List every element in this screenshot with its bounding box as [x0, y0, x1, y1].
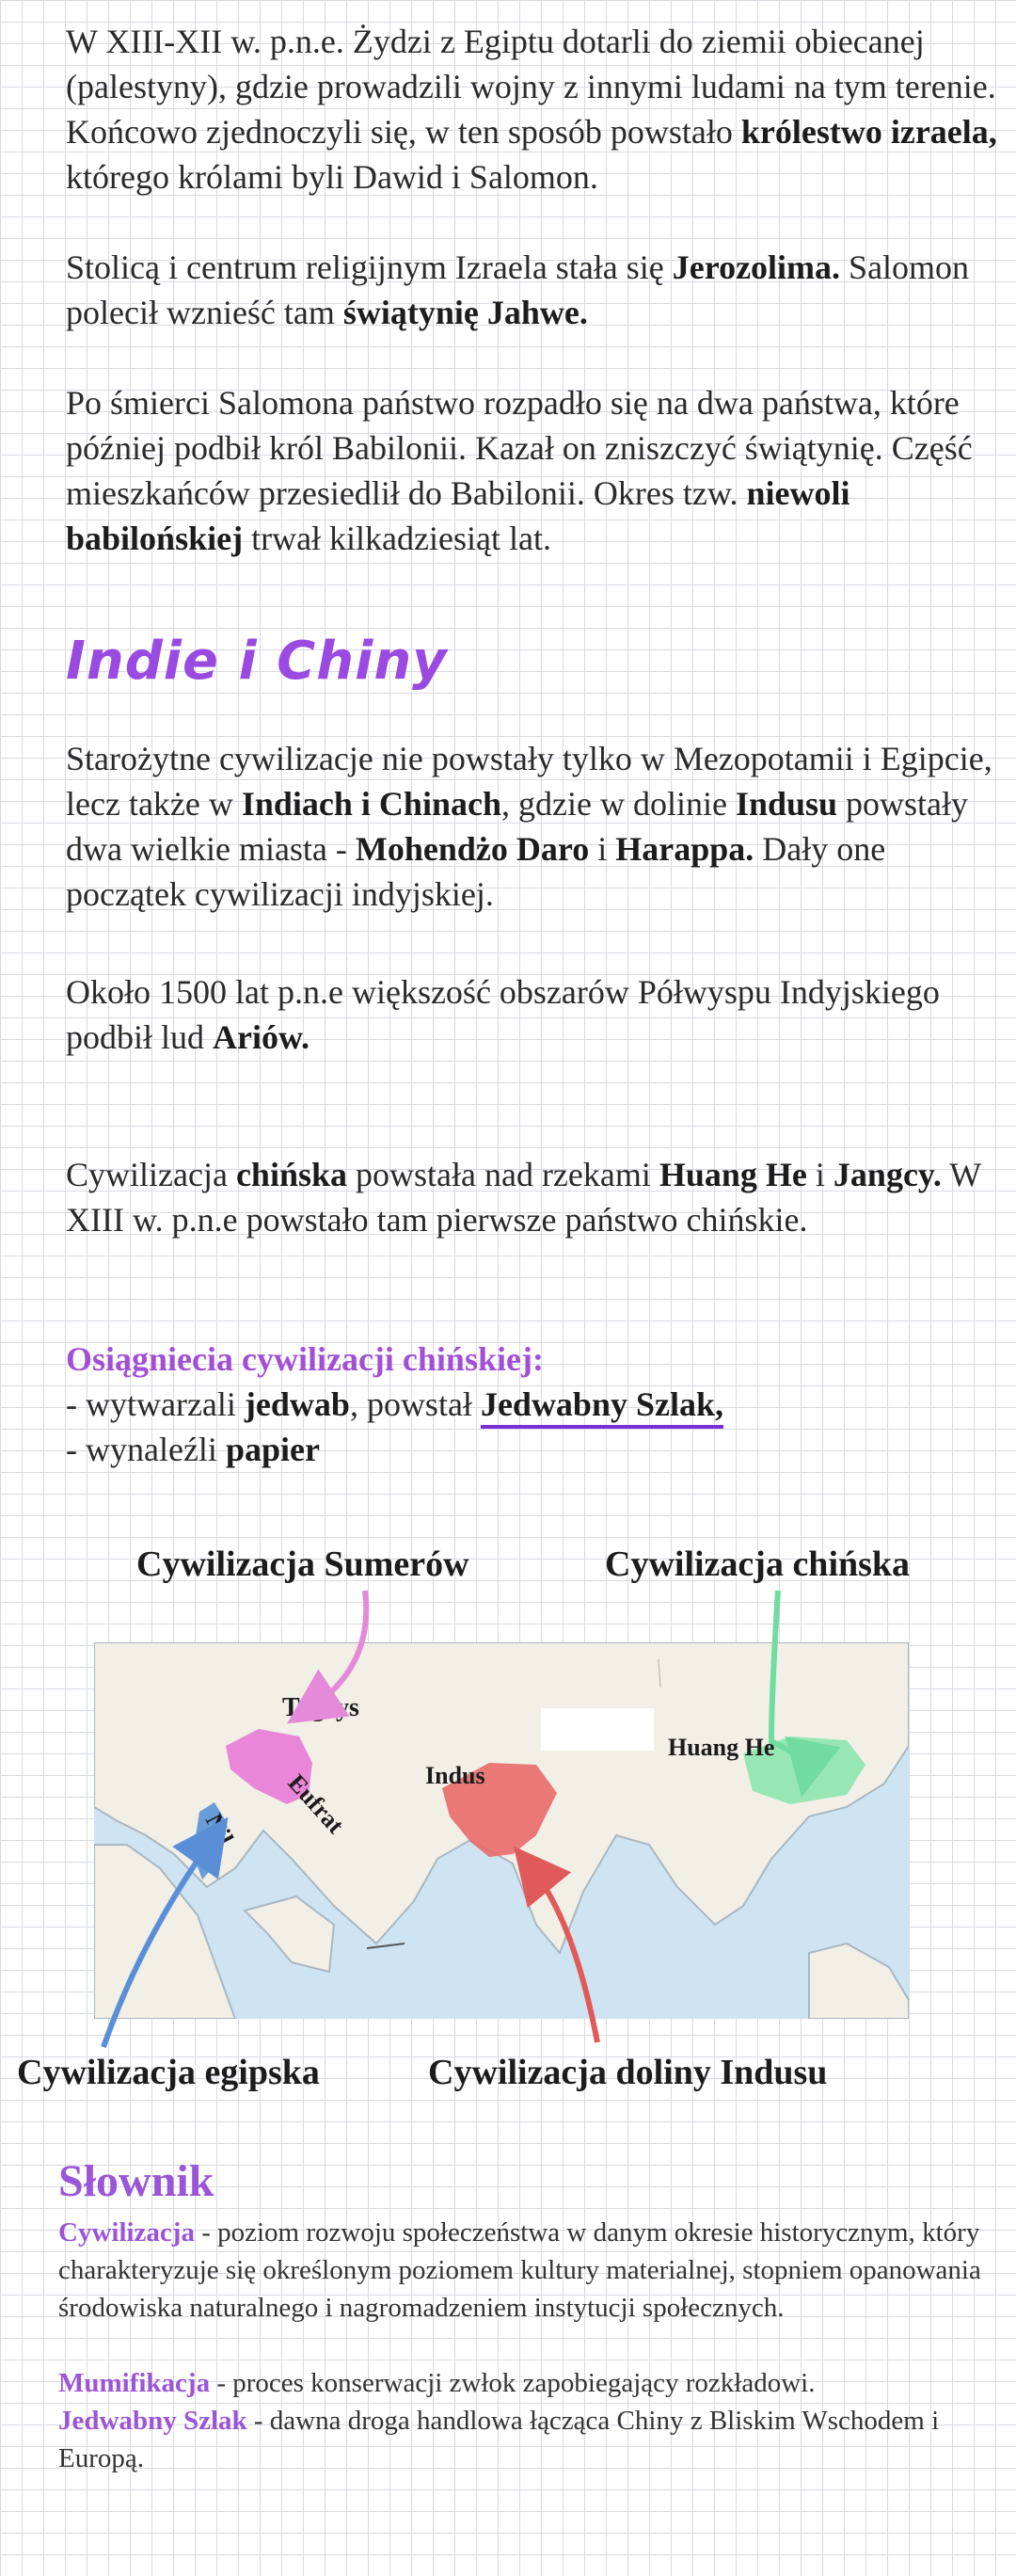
text: Salomon polecił wznieść tam [66, 248, 970, 331]
achievements-block [66, 1336, 1007, 1472]
section-title-indie-chiny: Indie i Chiny [66, 631, 448, 692]
river-label-nile: Nil [199, 1809, 239, 1850]
glossary-term: Mumifikacja [58, 2368, 211, 2398]
text: , powstał [349, 1385, 481, 1423]
river-label-indus: Indus [425, 1762, 485, 1789]
text: , gdzie w dolinie [500, 785, 736, 823]
text: Dały one początek cywilizacji indyjskiej. [66, 830, 886, 913]
bold-term: chińska [235, 1156, 347, 1193]
bold-term: Ariów. [213, 1018, 310, 1056]
paragraph-aryans [66, 969, 1007, 1060]
text: i [806, 1156, 833, 1193]
silk-road-underlined: Jedwabny Szlak, [481, 1385, 723, 1429]
glossary-title: Słownik [58, 2156, 214, 2206]
text: którego królami byli Dawid i Salomon. [66, 158, 598, 196]
text: Starożytne cywilizacje nie powstały tylko w Mezopotamii i Egipcie, lecz także w [66, 740, 992, 823]
river-label-huanghe: Huang He [668, 1734, 775, 1761]
achievements-title: Osiągniecia cywilizacji chińskiej: [66, 1340, 544, 1378]
text: powstała nad rzekami [347, 1156, 659, 1193]
text: trwał kilkadziesiąt lat. [243, 520, 551, 557]
text: Po śmierci Salomona państwo rozpadło się na dwa państwa, które później podbił król Babilonii. Kazał on zniszczyć świątynię. Część mieszkańców przesiedlił do Babilonii. Okres tzw. [66, 384, 973, 512]
text: i [589, 830, 616, 868]
bold-term: Jangcy. [833, 1156, 942, 1193]
text: W XIII-XII w. p.n.e. Żydzi z Egiptu dotarli do ziemii obiecanej (palestyny), gdzie prowadzili wojny z innymi ludami na tym terenie. Końcowo zjednoczyli się, w ten sposób powstało [66, 23, 996, 151]
glossary-term: Cywilizacja [58, 2217, 195, 2248]
ancient-civilizations-map [94, 1642, 909, 2019]
bold-term: Huang He [659, 1156, 807, 1193]
achievement-silk [66, 1382, 1007, 1427]
text: - wynaleźli [66, 1431, 226, 1468]
river-label-tigris: Tygrys [282, 1693, 359, 1722]
bold-term: świątynię Jahwe. [342, 294, 588, 331]
glossary-definition: - poziom rozwoju społeczeństwa w danym okresie historycznym, który charakteryzuje się określonym poziomem kultury materialnej, stopniem opanowania środowiska naturalnego i nagromadzeniem instytucji społecznych. [58, 2217, 981, 2323]
glossary-entry-mummification [58, 2364, 999, 2402]
glossary-definition: - proces konserwacji zwłok zapobiegający rozkładowi. [210, 2368, 816, 2398]
glossary-term: Jedwabny Szlak [58, 2406, 247, 2436]
river-label-euphrates: Eufrat [282, 1768, 350, 1839]
bold-term: Jerozolima. [672, 248, 841, 286]
label-indus: Cywilizacja doliny Indusu [428, 2053, 828, 2092]
text: W XIII w. p.n.e powstało tam pierwsze państwo chińskie. [66, 1156, 981, 1239]
achievement-paper [66, 1427, 1007, 1472]
text: powstały dwa wielkie miasta - [66, 785, 969, 868]
bold-term: królestwo izraela, [740, 113, 997, 151]
text: Około 1500 lat p.n.e większość obszarów Półwyspu Indyjskiego podbił lud [66, 973, 940, 1056]
bold-term: Mohendżo Daro [355, 830, 590, 868]
bold-term: Indusu [735, 785, 838, 823]
bold-term: jedwab [244, 1385, 350, 1423]
bold-term: niewoli babilońskiej [66, 474, 850, 557]
text: Stolicą i centrum religijnym Izraela stała się [66, 248, 673, 286]
paragraph-babylonian-captivity [66, 380, 1007, 561]
paragraph-jerusalem [66, 245, 1007, 335]
paragraph-indus-valley [66, 736, 1007, 917]
text: Cywilizacja [66, 1156, 236, 1193]
paragraph-chinese-civilization [66, 1152, 1007, 1242]
label-patch [541, 1708, 654, 1751]
glossary-definition: - dawna droga handlowa łącząca Chiny z Bliskim Wschodem i Europą. [58, 2406, 940, 2473]
glossary-entry-silk-road [58, 2402, 999, 2477]
bold-term: papier [225, 1431, 320, 1468]
label-china: Cywilizacja chińska [605, 1544, 911, 1584]
bold-term: Indiach i Chinach [241, 785, 501, 823]
label-egypt: Cywilizacja egipska [17, 2053, 320, 2092]
text: - wytwarzali [66, 1385, 245, 1423]
label-sumer: Cywilizacja Sumerów [136, 1544, 469, 1584]
bold-term: Harappa. [615, 830, 754, 868]
paragraph-israel-kingdom [66, 19, 1007, 200]
glossary-entry-civilization [58, 2214, 999, 2327]
